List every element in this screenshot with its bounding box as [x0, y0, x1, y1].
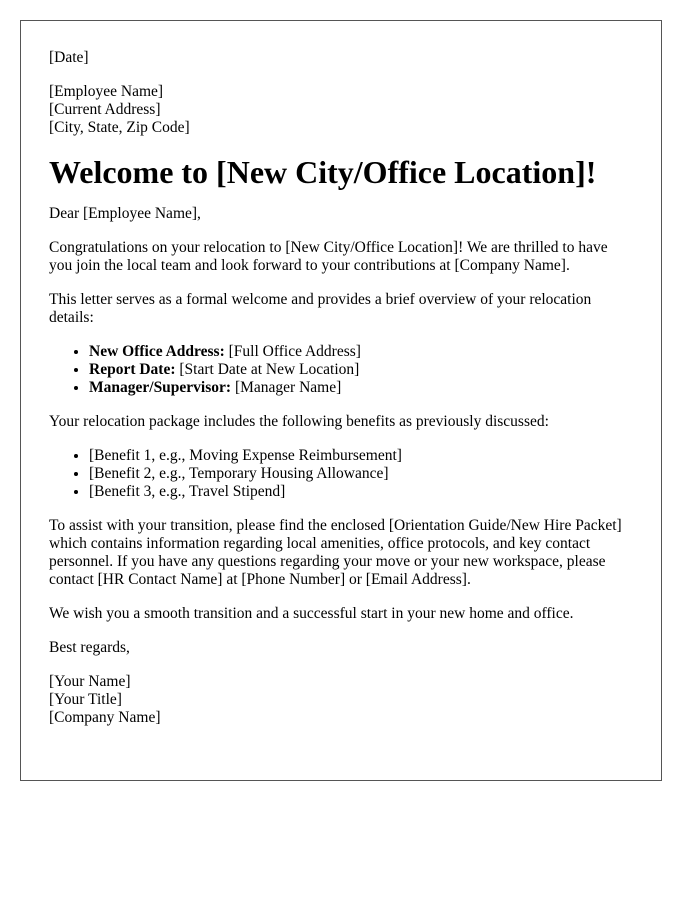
recipient-address: [Current Address]	[49, 101, 161, 118]
signer-title: [Your Title]	[49, 691, 122, 708]
detail-label: New Office Address:	[89, 343, 225, 360]
detail-item-office-address	[89, 343, 633, 361]
detail-item-report-date	[89, 361, 633, 379]
assistance-paragraph: To assist with your transition, please find the enclosed [Orientation Guide/New Hire Packet] which contains information regarding local amenities, office protocols, and key contact personnel. If you have any questions regarding your move or your new workspace, please contact [HR Contact Name] at [Phone Number] or [Email Address].	[49, 517, 622, 588]
relocation-details-list	[49, 343, 633, 397]
detail-value: [Manager Name]	[231, 379, 342, 396]
signer-name: [Your Name]	[49, 673, 131, 690]
detail-value: [Full Office Address]	[224, 343, 361, 360]
detail-item-manager	[89, 379, 633, 397]
recipient-name: [Employee Name]	[49, 83, 164, 100]
signer-company: [Company Name]	[49, 709, 161, 726]
date-block	[49, 49, 633, 67]
letter-title: Welcome to [New City/Office Location]!	[49, 154, 597, 190]
letter-document	[20, 20, 662, 781]
recipient-city-state-zip: [City, State, Zip Code]	[49, 119, 190, 136]
wishes-paragraph: We wish you a smooth transition and a successful start in your new home and office.	[49, 605, 574, 622]
benefit-item: • [Benefit 1, e.g., Moving Expense Reimbursement]	[89, 447, 633, 465]
benefits-intro-paragraph: Your relocation package includes the following benefits as previously discussed:	[49, 413, 549, 430]
benefits-list	[49, 447, 633, 501]
intro-paragraph: Congratulations on your relocation to [New City/Office Location]! We are thrilled to have you join the local team and look forward to your contributions at [Company Name].	[49, 239, 608, 274]
closing: Best regards,	[49, 639, 130, 656]
letter-date: [Date]	[49, 49, 89, 66]
detail-label: Manager/Supervisor:	[89, 379, 232, 396]
detail-label: Report Date:	[89, 361, 176, 378]
recipient-address-block	[49, 83, 633, 137]
benefit-item: • [Benefit 2, e.g., Temporary Housing Allowance]	[89, 465, 633, 483]
overview-paragraph: This letter serves as a formal welcome and provides a brief overview of your relocation details:	[49, 291, 592, 326]
detail-value: [Start Date at New Location]	[175, 361, 360, 378]
signature-block	[49, 673, 633, 727]
benefit-item: • [Benefit 3, e.g., Travel Stipend]	[89, 483, 633, 501]
salutation: Dear [Employee Name],	[49, 205, 201, 222]
